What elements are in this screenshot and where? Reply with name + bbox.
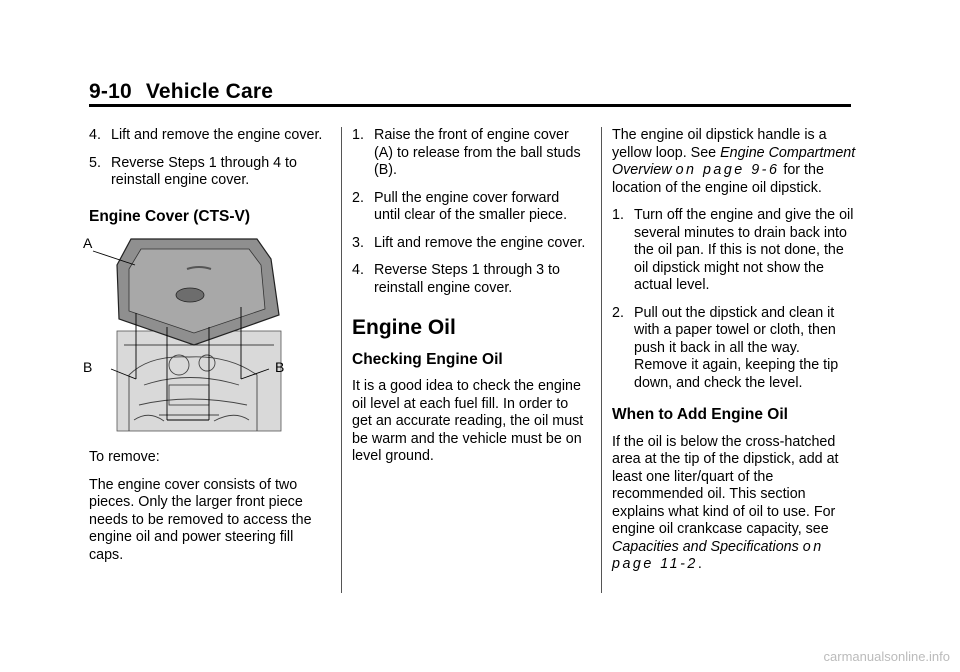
subsection-heading: Checking Engine Oil bbox=[352, 350, 503, 368]
section-title: Vehicle Care bbox=[145, 80, 274, 103]
paragraph: The engine oil dipstick handle is a yellow loop. See Engine Compartment Overview on page 9-6 for the location of the engine oil dipstick. bbox=[612, 127, 856, 196]
header-rule bbox=[89, 104, 851, 107]
paragraph: To remove: bbox=[89, 449, 160, 465]
callout-b-right: B bbox=[275, 359, 285, 375]
column-divider bbox=[341, 127, 342, 593]
paragraph: It is a good idea to check the engine oil level at each fuel fill. In order to get an accurate reading, the oil must be warm and the vehicle must be on level ground. bbox=[352, 378, 584, 464]
section-title-engine-oil: Engine Oil bbox=[352, 316, 456, 339]
callout-a: A bbox=[83, 235, 93, 251]
cross-reference-link[interactable]: Engine Compartment Overview bbox=[612, 144, 856, 178]
watermark: carmanualsonline.info bbox=[823, 649, 950, 664]
step-item: 5. Reverse Steps 1 through 4 to reinstall engine cover. bbox=[89, 154, 297, 188]
callout-b-left: B bbox=[83, 359, 93, 375]
paragraph: The engine cover consists of two pieces. Only the larger front piece needs to be removed to access the engine oil and power steering fill caps. bbox=[89, 476, 312, 563]
step-item: 4. Lift and remove the engine cover. bbox=[89, 127, 323, 143]
page-reference[interactable]: on page 9-6 bbox=[675, 162, 780, 178]
paragraph: If the oil is below the cross-hatched area at the tip of the dipstick, add at least one liter/quart of the recommended oil. This section explains what kind of oil to use. For engine oil crankcase capacity, see Capacities and Specifications on page 11-2. bbox=[612, 433, 839, 572]
step-item: 2. Pull the engine cover forward until clear of the smaller piece. bbox=[352, 189, 568, 223]
section-heading: Engine Cover (CTS-V) bbox=[89, 207, 251, 225]
page-header bbox=[89, 80, 851, 106]
page-number: 9-10 bbox=[89, 80, 132, 103]
engine-illustration-svg bbox=[89, 235, 289, 435]
step-item: 1. Turn off the engine and give the oil several minutes to drain back into the oil pan. If this is not done, the oil dipstick might not show the actual level. bbox=[612, 207, 854, 293]
step-item: 4. Reverse Steps 1 through 3 to reinstall engine cover. bbox=[352, 262, 560, 296]
column-3 bbox=[612, 127, 856, 584]
cross-reference-link[interactable]: Capacities and Specifications bbox=[612, 538, 799, 555]
column-2 bbox=[352, 127, 588, 476]
step-item: 1. Raise the front of engine cover (A) to release from the ball studs (B). bbox=[352, 127, 581, 178]
step-item: 3. Lift and remove the engine cover. bbox=[352, 234, 586, 251]
subsection-heading: When to Add Engine Oil bbox=[612, 406, 788, 423]
page-reference[interactable]: on page 11-2 bbox=[612, 538, 824, 572]
engine-cover-illustration bbox=[83, 235, 289, 435]
column-divider bbox=[601, 127, 602, 593]
step-item: 2. Pull out the dipstick and clean it with a paper towel or cloth, then push it back in all the way. Remove it again, keeping the tip down, and check the level. bbox=[612, 304, 839, 391]
column-1 bbox=[83, 127, 329, 574]
